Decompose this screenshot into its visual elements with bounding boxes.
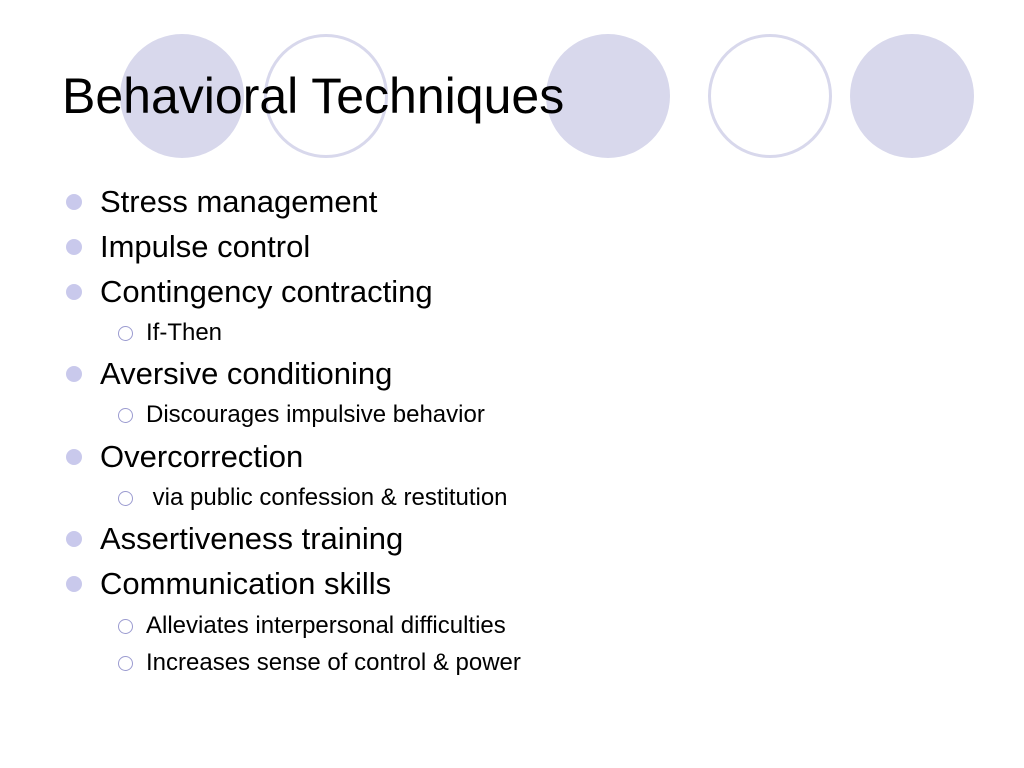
- filled-circle-bullet-icon: [66, 531, 82, 547]
- bullet-text: Assertiveness training: [100, 521, 404, 556]
- decorative-circle-filled: [850, 34, 974, 158]
- filled-circle-bullet-icon: [66, 239, 82, 255]
- bullet-text: Communication skills: [100, 566, 392, 601]
- hollow-circle-bullet-icon: [118, 656, 133, 671]
- filled-circle-bullet-icon: [66, 284, 82, 300]
- sub-bullet-text: Alleviates interpersonal difficulties: [146, 612, 506, 639]
- sub-bullet-text: Increases sense of control & power: [146, 649, 521, 676]
- decorative-circle-filled: [546, 34, 670, 158]
- bullet-text: Contingency contracting: [100, 274, 433, 309]
- bullet-text: Aversive conditioning: [100, 356, 393, 391]
- sub-bullet-text: Discourages impulsive behavior: [146, 401, 485, 428]
- hollow-circle-bullet-icon: [118, 326, 133, 341]
- sub-bullet-text: via public confession & restitution: [146, 484, 508, 511]
- hollow-circle-bullet-icon: [118, 408, 133, 423]
- bullet-text: Overcorrection: [100, 439, 304, 474]
- sub-bullet-text: If-Then: [146, 319, 223, 346]
- hollow-circle-bullet-icon: [118, 619, 133, 634]
- slide-title: Behavioral Techniques: [62, 68, 565, 124]
- hollow-circle-bullet-icon: [118, 491, 133, 506]
- bullet-text: Impulse control: [100, 229, 311, 264]
- filled-circle-bullet-icon: [66, 449, 82, 465]
- filled-circle-bullet-icon: [66, 576, 82, 592]
- bullet-text: Stress management: [100, 184, 378, 219]
- filled-circle-bullet-icon: [66, 366, 82, 382]
- filled-circle-bullet-icon: [66, 194, 82, 210]
- decorative-circle-outline: [708, 34, 832, 158]
